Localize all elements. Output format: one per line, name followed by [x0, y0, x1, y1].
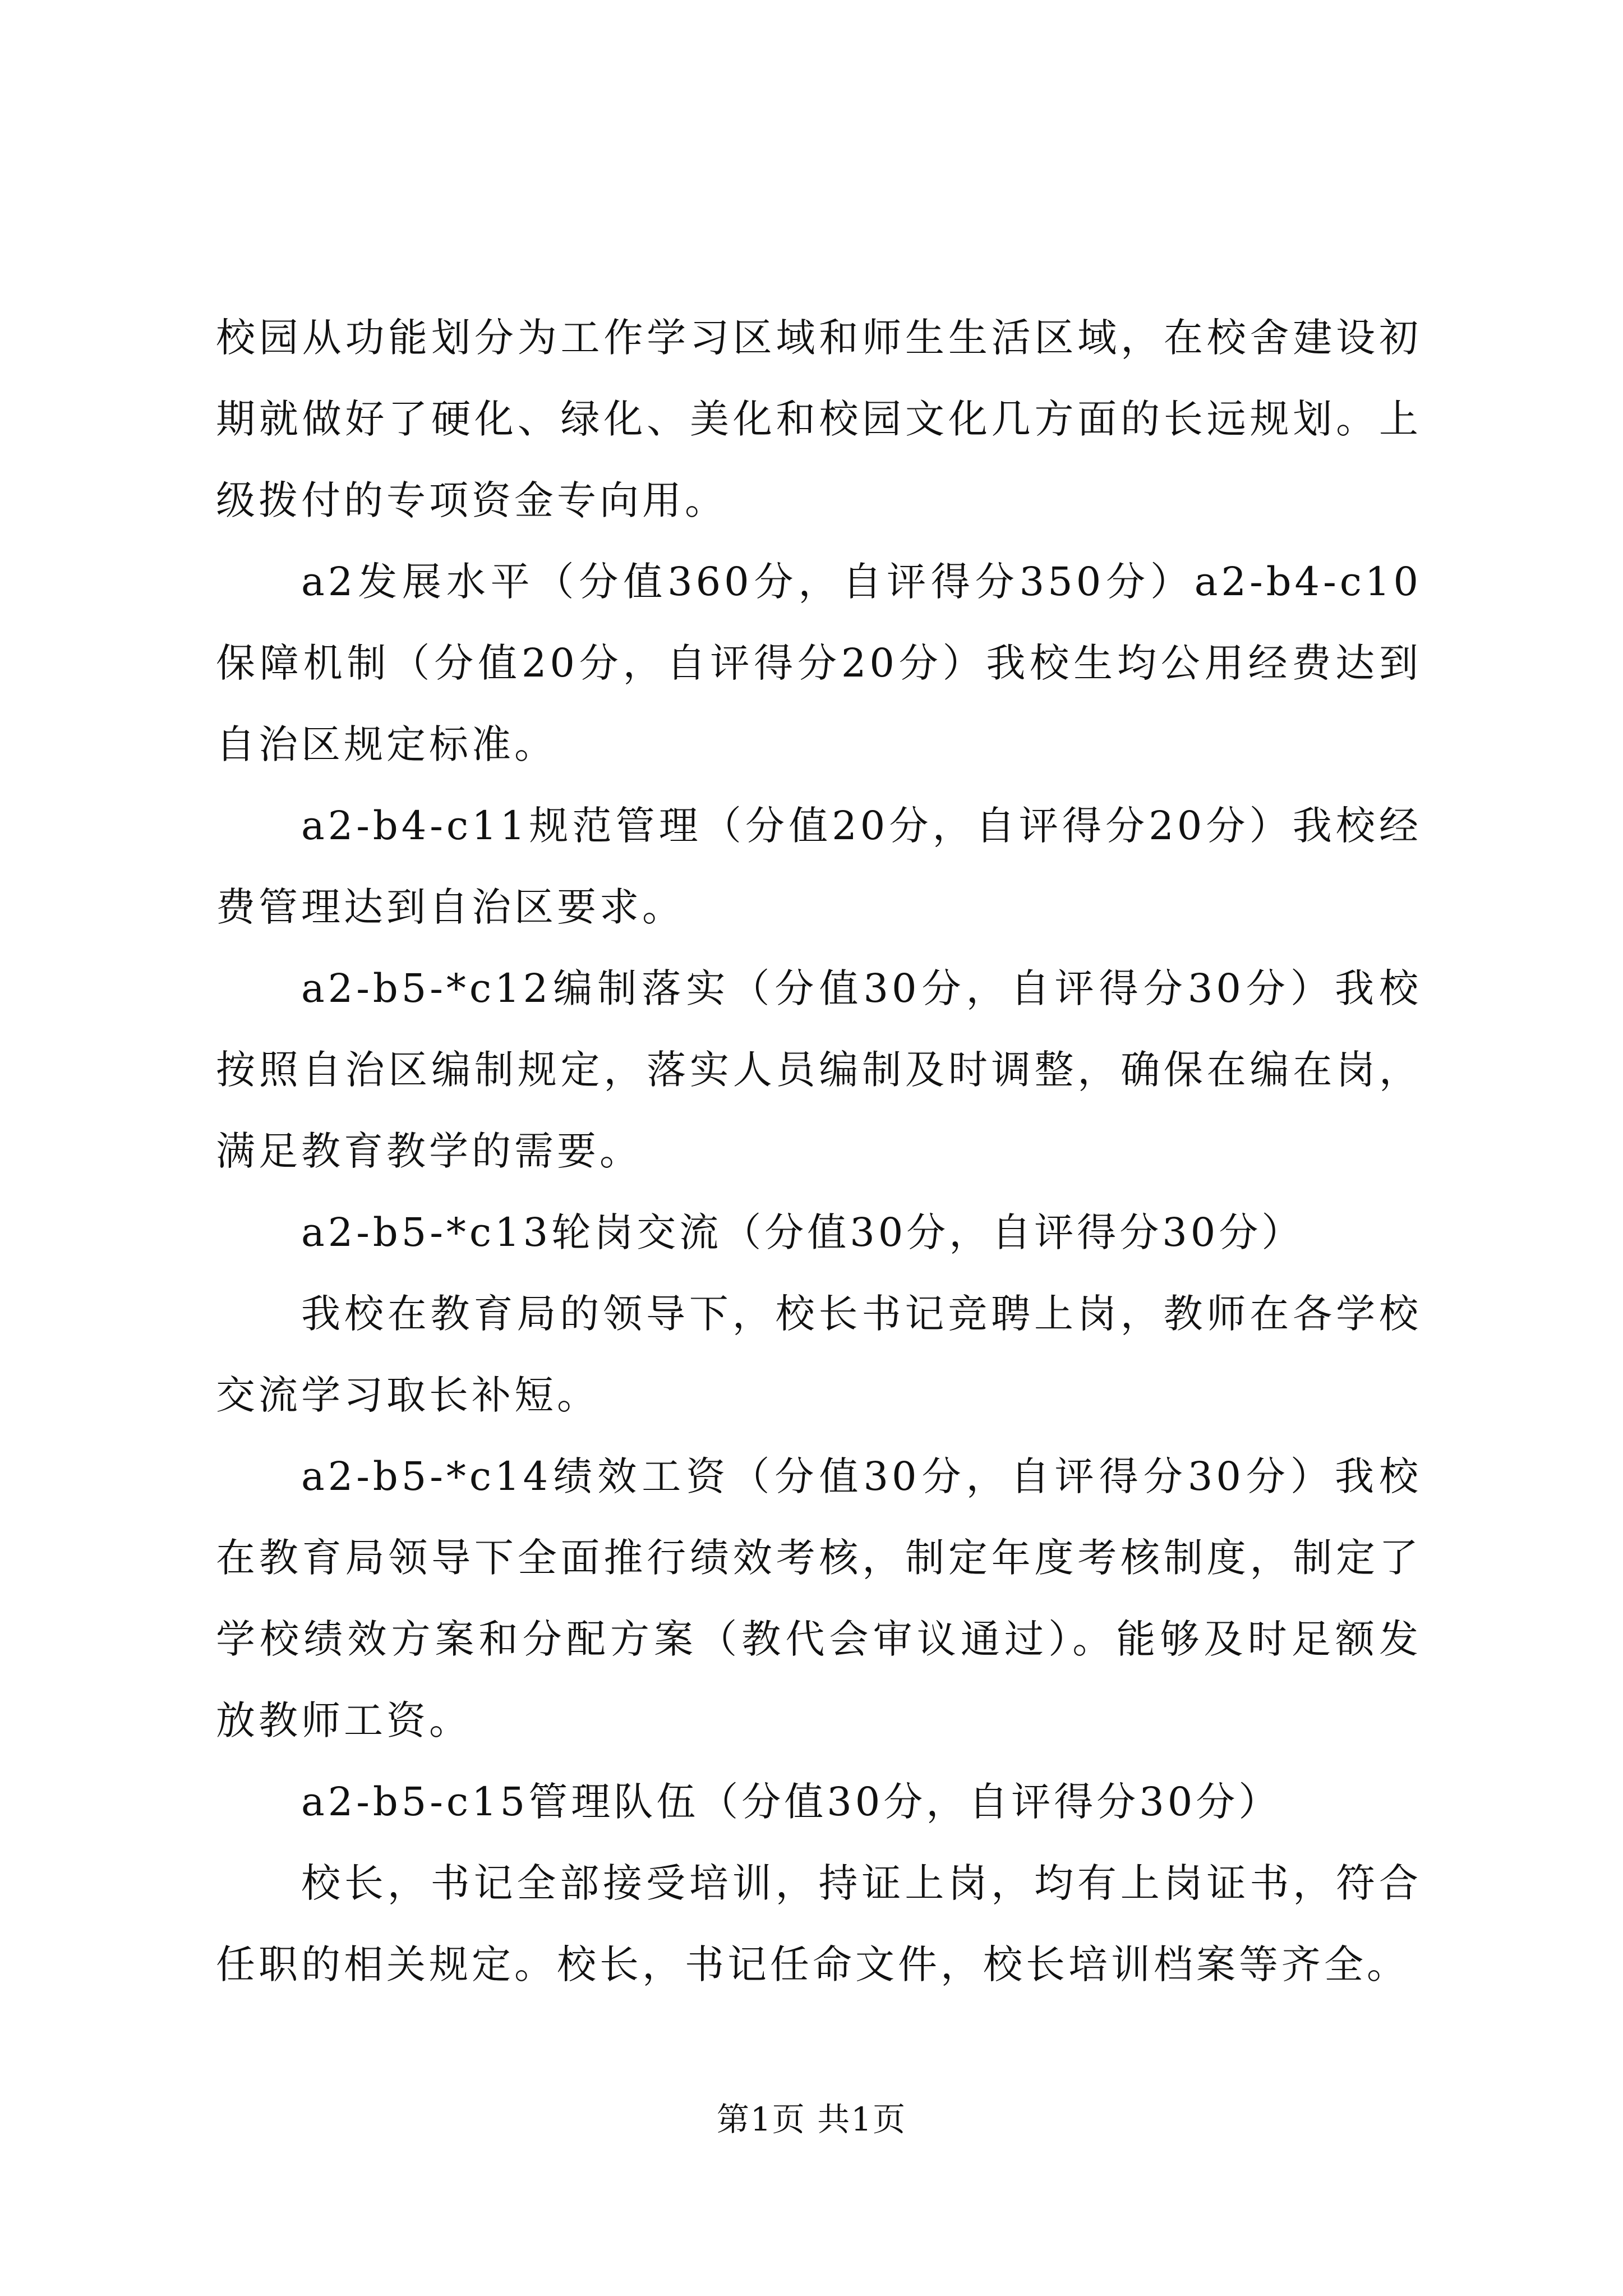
document-body — [216, 297, 1422, 2005]
paragraph-c15-management-team-heading: a2-b5-c15管理队伍（分值30分，自评得分30分） — [301, 1779, 1281, 1825]
paragraph-c12-staffing: a2-b5-*c12编制落实（分值30分，自评得分30分）我校按照自治区编制规定，落实人员编制及时调整，确保在编在岗，满足教育教学的需要。 — [216, 965, 1422, 1174]
paragraph-c13-rotation-heading: a2-b5-*c13轮岗交流（分值30分，自评得分30分） — [301, 1209, 1304, 1255]
paragraph-c11-standard-management: a2-b4-c11规范管理（分值20分，自评得分20分）我校经费管理达到自治区要求。 — [216, 803, 1422, 930]
paragraph-c14-performance-pay: a2-b5-*c14绩效工资（分值30分，自评得分30分）我校在教育局领导下全面推行绩效考核，制定年度考核制度，制定了学校绩效方案和分配方案（教代会审议通过）。能够及时足额发放教师工资。 — [216, 1453, 1422, 1743]
paragraph-c15-management-team-body: 校长，书记全部接受培训，持证上岗，均有上岗证书，符合任职的相关规定。校长，书记任命文件，校长培训档案等齐全。 — [216, 1860, 1422, 1987]
paragraph-campus-planning: 校园从功能划分为工作学习区域和师生生活区域，在校舍建设初期就做好了硬化、绿化、美化和校园文化几方面的长远规划。上级拨付的专项资金专向用。 — [216, 315, 1422, 523]
page-number-label: 第1页 共1页 — [716, 2100, 907, 2138]
paragraph-a2-development-level: a2发展水平（分值360分，自评得分350分）a2-b4-c10保障机制（分值20分，自评得分20分）我校生均公用经费达到自治区规定标准。 — [216, 559, 1422, 767]
page-footer — [0, 2097, 1623, 2142]
paragraph-c13-rotation-body: 我校在教育局的领导下，校长书记竞聘上岗，教师在各学校交流学习取长补短。 — [216, 1291, 1422, 1418]
